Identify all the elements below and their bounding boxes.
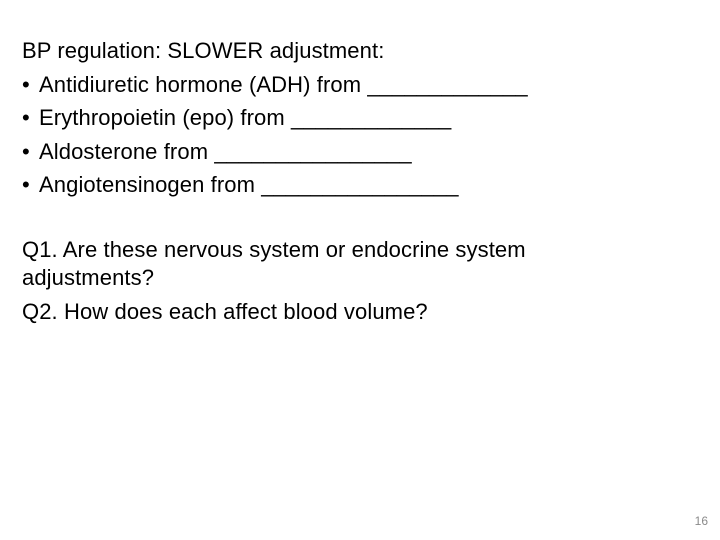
bullet-item (22, 137, 682, 167)
bullet-dot-icon: • (22, 105, 30, 130)
bullet-item (22, 70, 682, 100)
bullet-text: Erythropoietin (epo) from _____________ (39, 105, 452, 130)
question-2: Q2. How does each affect blood volume? (22, 298, 428, 324)
slide-heading: BP regulation: SLOWER adjustment: (22, 38, 385, 63)
question-1: Q1. Are these nervous system or endocrine system adjustments? (22, 236, 526, 290)
bullet-item (22, 103, 682, 133)
bullet-text: Angiotensinogen from ________________ (39, 172, 459, 197)
slide-body (22, 36, 682, 332)
bullet-text: Antidiuretic hormone (ADH) from _____________ (39, 71, 528, 97)
section-spacer (22, 204, 682, 236)
bullet-dot-icon: • (22, 71, 30, 97)
page-number: 16 (694, 514, 708, 528)
bullet-dot-icon: • (22, 172, 30, 197)
bullet-dot-icon: • (22, 138, 30, 164)
bullet-text: Aldosterone from ________________ (39, 138, 412, 164)
bullet-item (22, 170, 682, 200)
